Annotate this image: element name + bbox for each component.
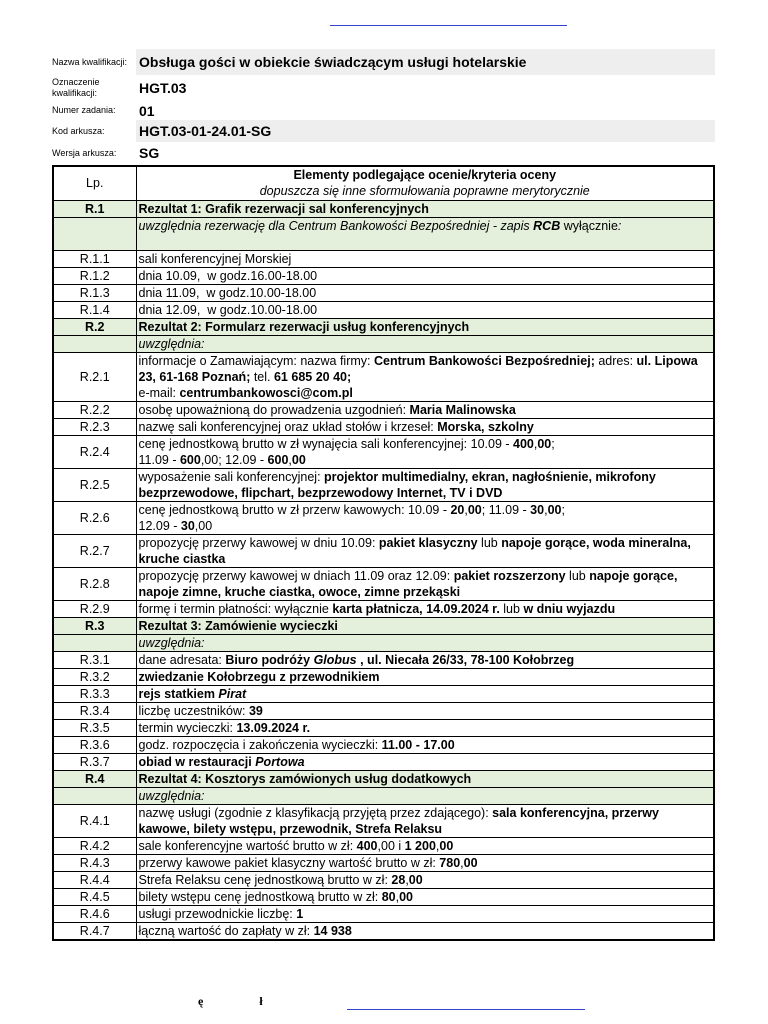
table-row bbox=[53, 284, 714, 301]
row-lp: R.3.5 bbox=[53, 719, 136, 736]
meta-label-version: Wersja arkusza: bbox=[52, 147, 117, 158]
row-criterion: uwzględnia rezerwację dla Centrum Bankowości Bezpośredniej - zapis RCB wyłącznie: bbox=[136, 217, 714, 250]
table-row bbox=[53, 719, 714, 736]
row-lp: R.4.5 bbox=[53, 888, 136, 905]
row-lp: R.1.2 bbox=[53, 267, 136, 284]
row-criterion: Rezultat 2: Formularz rezerwacji usług konferencyjnych bbox=[136, 318, 714, 335]
table-row bbox=[53, 871, 714, 888]
criteria-table bbox=[52, 165, 715, 941]
row-criterion: zwiedzanie Kołobrzegu z przewodnikiem bbox=[136, 668, 714, 685]
qualification-code: HGT.03 bbox=[139, 80, 187, 96]
row-lp: R.3 bbox=[53, 617, 136, 634]
row-criterion: Strefa Relaksu cenę jednostkową brutto w zł: 28,00 bbox=[136, 871, 714, 888]
row-criterion: informacje o Zamawiającym: nazwa firmy: Centrum Bankowości Bezpośredniej; adres: ul. Lipowa 23, 61-168 Poznań; tel. 61 685 20 40; e-mail: centrumbankowosci@com.pl bbox=[136, 352, 714, 401]
result-row bbox=[53, 318, 714, 335]
row-criterion: termin wycieczki: 13.09.2024 r. bbox=[136, 719, 714, 736]
header-criteria bbox=[136, 166, 714, 200]
row-lp: R.2.2 bbox=[53, 401, 136, 418]
table-row bbox=[53, 753, 714, 770]
table-row bbox=[53, 301, 714, 318]
meta-row-version bbox=[52, 142, 715, 164]
footer-fragment bbox=[198, 994, 263, 1009]
row-criterion: propozycję przerwy kawowej w dniach 11.09 oraz 12.09: pakiet rozszerzony lub napoje gorące, napoje zimne, kruche ciastka, owoce, zimne przekąski bbox=[136, 567, 714, 600]
row-lp: R.1.1 bbox=[53, 250, 136, 267]
qualification-name: Obsługa gości w obiekcie świadczącym usługi hotelarskie bbox=[136, 49, 715, 75]
table-row bbox=[53, 854, 714, 871]
row-lp: R.2.1 bbox=[53, 352, 136, 401]
row-lp: R.2.5 bbox=[53, 468, 136, 501]
sheet-code: HGT.03-01-24.01-SG bbox=[136, 120, 715, 142]
table-row bbox=[53, 736, 714, 753]
table-header bbox=[53, 166, 714, 200]
row-criterion: bilety wstępu cenę jednostkową brutto w zł: 80,00 bbox=[136, 888, 714, 905]
row-criterion: nazwę sali konferencyjnej oraz układ stołów i krzeseł: Morska, szkolny bbox=[136, 418, 714, 435]
row-criterion: Rezultat 3: Zamówienie wycieczki bbox=[136, 617, 714, 634]
row-lp bbox=[53, 634, 136, 651]
meta-label-name: Nazwa kwalifikacji: bbox=[52, 56, 128, 67]
table-row bbox=[53, 668, 714, 685]
row-criterion: dnia 10.09, w godz.16.00-18.00 bbox=[136, 267, 714, 284]
table-row bbox=[53, 418, 714, 435]
row-criterion: osobę upoważnioną do prowadzenia uzgodnień: Maria Malinowska bbox=[136, 401, 714, 418]
table-row bbox=[53, 401, 714, 418]
header-subtitle: dopuszcza się inne sformułowania poprawne merytorycznie bbox=[259, 184, 590, 199]
row-lp: R.3.4 bbox=[53, 702, 136, 719]
row-lp: R.3.6 bbox=[53, 736, 136, 753]
meta-label-task: Numer zadania: bbox=[52, 105, 116, 115]
note-row bbox=[53, 335, 714, 352]
task-number: 01 bbox=[139, 102, 155, 119]
table-row bbox=[53, 435, 714, 468]
row-lp: R.4.7 bbox=[53, 922, 136, 940]
row-criterion: sali konferencyjnej Morskiej bbox=[136, 250, 714, 267]
row-criterion: uwzględnia: bbox=[136, 335, 714, 352]
row-lp: R.1 bbox=[53, 200, 136, 217]
meta-label-code: Oznaczenie kwalifikacji: bbox=[52, 77, 100, 98]
meta-row-code bbox=[52, 75, 715, 101]
row-lp bbox=[53, 787, 136, 804]
row-criterion: godz. rozpoczęcia i zakończenia wycieczki: 11.00 - 17.00 bbox=[136, 736, 714, 753]
sheet-metadata bbox=[52, 49, 715, 164]
result-row bbox=[53, 200, 714, 217]
row-lp bbox=[53, 217, 136, 250]
row-lp: R.2.6 bbox=[53, 501, 136, 534]
row-lp: R.4.2 bbox=[53, 837, 136, 854]
table-row bbox=[53, 685, 714, 702]
row-lp: R.3.3 bbox=[53, 685, 136, 702]
footer-char-2: ł bbox=[259, 994, 263, 1008]
table-row bbox=[53, 922, 714, 940]
row-criterion: wyposażenie sali konferencyjnej: projektor multimedialny, ekran, nagłośnienie, mikrofony bezprzewodowe, flipchart, bezprzewodowy Internet, TV i DVD bbox=[136, 468, 714, 501]
bottom-link-underline bbox=[347, 1009, 585, 1010]
row-criterion: uwzględnia: bbox=[136, 787, 714, 804]
row-lp: R.4.6 bbox=[53, 905, 136, 922]
header-lp: Lp. bbox=[53, 166, 136, 200]
meta-row-task bbox=[52, 101, 715, 120]
row-criterion: dnia 12.09, w godz.10.00-18.00 bbox=[136, 301, 714, 318]
table-row bbox=[53, 600, 714, 617]
row-criterion: dnia 11.09, w godz.10.00-18.00 bbox=[136, 284, 714, 301]
row-criterion: cenę jednostkową brutto w zł przerw kawowych: 10.09 - 20,00; 11.09 - 30,00; 12.09 - 30,00 bbox=[136, 501, 714, 534]
result-row bbox=[53, 617, 714, 634]
row-lp: R.2.3 bbox=[53, 418, 136, 435]
table-row bbox=[53, 352, 714, 401]
row-criterion: propozycję przerwy kawowej w dniu 10.09: pakiet klasyczny lub napoje gorące, woda mineralna, kruche ciastka bbox=[136, 534, 714, 567]
note-row bbox=[53, 217, 714, 250]
row-criterion: obiad w restauracji Portowa bbox=[136, 753, 714, 770]
footer-char-1: ę bbox=[198, 994, 204, 1008]
row-criterion: dane adresata: Biuro podróży Globus , ul. Niecała 26/33, 78-100 Kołobrzeg bbox=[136, 651, 714, 668]
note-row bbox=[53, 634, 714, 651]
row-criterion: Rezultat 1: Grafik rezerwacji sal konferencyjnych bbox=[136, 200, 714, 217]
row-criterion: przerwy kawowe pakiet klasyczny wartość brutto w zł: 780,00 bbox=[136, 854, 714, 871]
table-row bbox=[53, 534, 714, 567]
table-row bbox=[53, 837, 714, 854]
row-lp: R.4 bbox=[53, 770, 136, 787]
table-row bbox=[53, 267, 714, 284]
row-lp: R.3.2 bbox=[53, 668, 136, 685]
row-lp: R.1.4 bbox=[53, 301, 136, 318]
row-lp: R.3.1 bbox=[53, 651, 136, 668]
row-lp: R.2.4 bbox=[53, 435, 136, 468]
row-criterion: nazwę usługi (zgodnie z klasyfikacją przyjętą przez zdającego): sala konferencyjna, przerwy kawowe, bilety wstępu, przewodnik, Strefa Relaksu bbox=[136, 804, 714, 837]
row-lp: R.2.8 bbox=[53, 567, 136, 600]
meta-label-sheet: Kod arkusza: bbox=[52, 125, 105, 136]
table-row bbox=[53, 567, 714, 600]
row-lp: R.4.1 bbox=[53, 804, 136, 837]
table-row bbox=[53, 888, 714, 905]
row-lp: R.3.7 bbox=[53, 753, 136, 770]
row-lp: R.4.3 bbox=[53, 854, 136, 871]
sheet-version: SG bbox=[139, 145, 160, 161]
table-row bbox=[53, 702, 714, 719]
table-row bbox=[53, 250, 714, 267]
table-row bbox=[53, 804, 714, 837]
header-title: Elementy podlegające ocenie/kryteria oceny bbox=[293, 168, 557, 183]
meta-row-sheet bbox=[52, 120, 715, 142]
row-criterion: sale konferencyjne wartość brutto w zł: 400,00 i 1 200,00 bbox=[136, 837, 714, 854]
row-criterion: Rezultat 4: Kosztorys zamówionych usług dodatkowych bbox=[136, 770, 714, 787]
table-row bbox=[53, 905, 714, 922]
row-lp bbox=[53, 335, 136, 352]
result-row bbox=[53, 770, 714, 787]
meta-row-name bbox=[52, 49, 715, 75]
row-lp: R.2.9 bbox=[53, 600, 136, 617]
row-criterion: formę i termin płatności: wyłącznie karta płatnicza, 14.09.2024 r. lub w dniu wyjazdu bbox=[136, 600, 714, 617]
row-lp: R.2 bbox=[53, 318, 136, 335]
table-row bbox=[53, 651, 714, 668]
row-criterion: łączną wartość do zapłaty w zł: 14 938 bbox=[136, 922, 714, 940]
top-link-underline bbox=[330, 25, 567, 26]
row-criterion: liczbę uczestników: 39 bbox=[136, 702, 714, 719]
row-lp: R.1.3 bbox=[53, 284, 136, 301]
note-row bbox=[53, 787, 714, 804]
row-lp: R.4.4 bbox=[53, 871, 136, 888]
table-row bbox=[53, 501, 714, 534]
table-row bbox=[53, 468, 714, 501]
row-criterion: usługi przewodnickie liczbę: 1 bbox=[136, 905, 714, 922]
row-criterion: cenę jednostkową brutto w zł wynajęcia sali konferencyjnej: 10.09 - 400,00; 11.09 - 600,00; 12.09 - 600,00 bbox=[136, 435, 714, 468]
row-criterion: uwzględnia: bbox=[136, 634, 714, 651]
row-criterion: rejs statkiem Pirat bbox=[136, 685, 714, 702]
row-lp: R.2.7 bbox=[53, 534, 136, 567]
